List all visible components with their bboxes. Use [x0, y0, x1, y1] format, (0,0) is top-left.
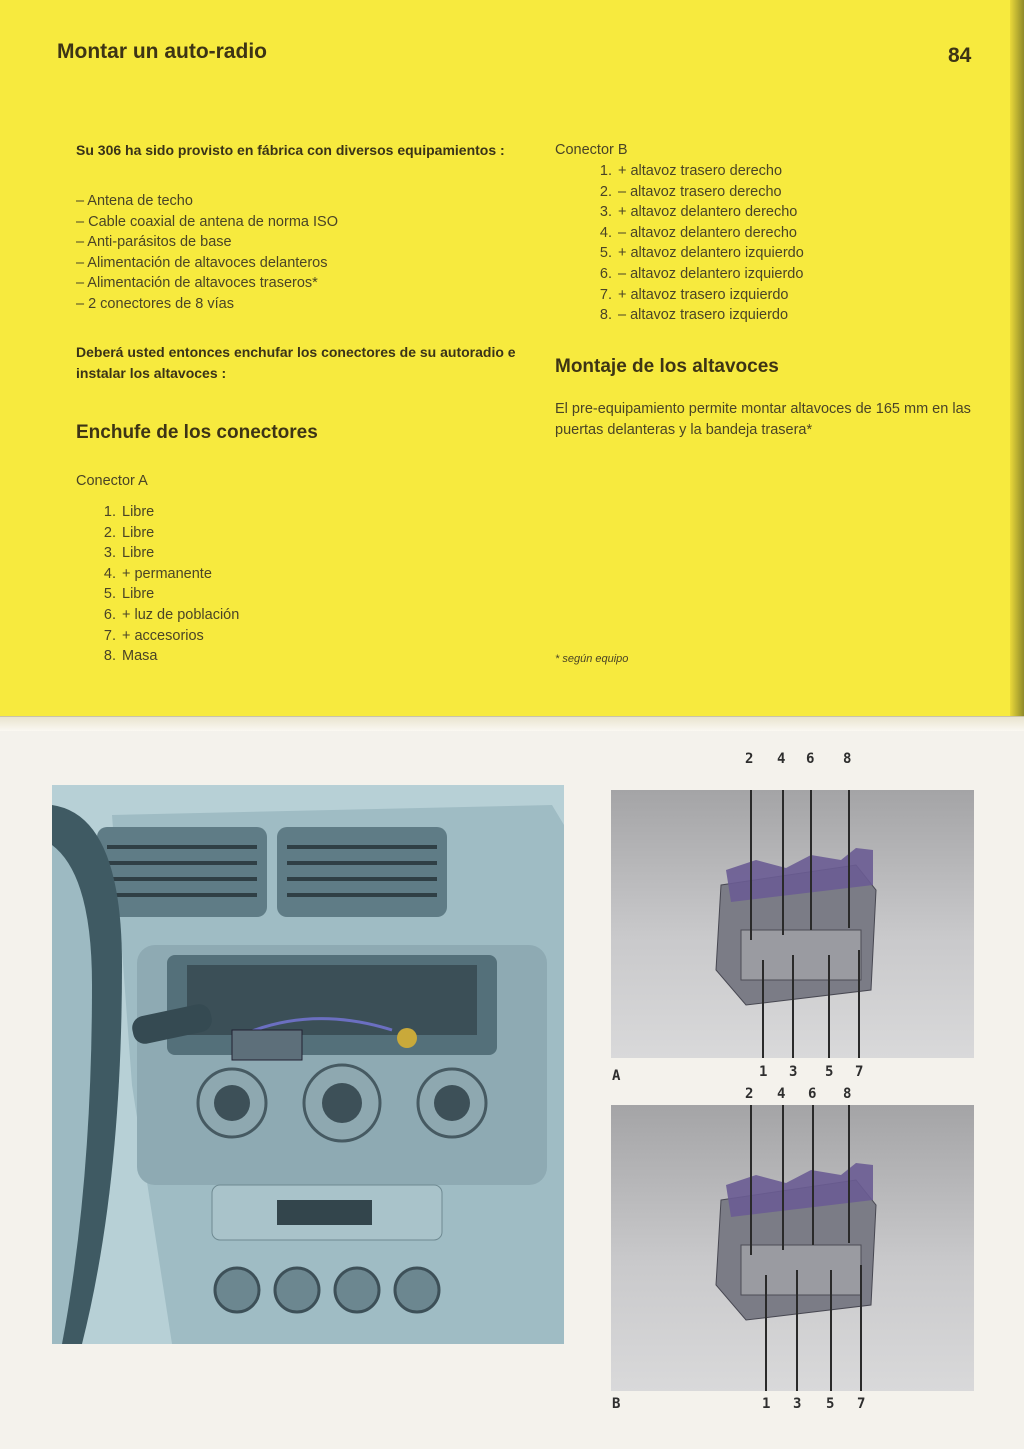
list-item: 5. Libre [103, 586, 155, 603]
page-edge [1010, 0, 1024, 716]
pin-label: 1 [762, 1396, 771, 1412]
list-item: – Antena de techo [76, 191, 516, 212]
connector-figure-a [611, 790, 974, 1058]
connector-b-label: Conector B [555, 142, 628, 158]
list-item: 6. + luz de población [103, 606, 240, 623]
pin-label: 5 [825, 1064, 834, 1080]
list-item: 8. – altavoz trasero izquierdo [599, 307, 789, 324]
connector-b-drawing [611, 1105, 974, 1391]
pin-label: 2 [745, 751, 754, 767]
list-item: 7. + altavoz trasero izquierdo [599, 286, 789, 303]
list-item: 2. Libre [103, 524, 155, 541]
pin-label: 7 [857, 1396, 866, 1412]
pin-label: 5 [826, 1396, 835, 1412]
list-item: 3. + altavoz delantero derecho [599, 204, 798, 221]
page-title: Montar un auto-radio [57, 40, 267, 63]
pin-label: 1 [759, 1064, 768, 1080]
intro-text: Su 306 ha sido provisto en fábrica con diversos equipamientos : [76, 142, 505, 158]
list-item: 1. + altavoz trasero derecho [599, 163, 783, 179]
footnote: * según equipo [555, 653, 629, 665]
pin-label: 3 [793, 1396, 802, 1412]
list-item: 6. – altavoz delantero izquierdo [599, 265, 804, 282]
pin-label: 6 [808, 1086, 817, 1102]
pin-label: 2 [745, 1086, 754, 1102]
list-item: 2. – altavoz trasero derecho [599, 183, 782, 200]
pin-label: 4 [777, 751, 786, 767]
section-title-speakers: Montaje de los altavoces [555, 356, 779, 377]
list-item: 8. Masa [103, 648, 158, 665]
list-item: – Cable coaxial de antena de norma ISO [76, 212, 516, 233]
equipment-list [76, 191, 516, 315]
pin-label: 8 [843, 1086, 852, 1102]
page-fold [0, 716, 1024, 731]
connector-b-list [590, 161, 970, 326]
page-number: 84 [948, 44, 972, 67]
connector-a-label: Conector A [76, 473, 148, 489]
list-item: – Anti-parásitos de base [76, 232, 516, 253]
list-item: 3. Libre [103, 545, 155, 562]
dashboard-illustration [52, 785, 564, 1344]
speakers-text: El pre-equipamiento permite montar altavoces de 165 mm en las puertas delanteras y la bandeja trasera* [555, 401, 971, 438]
pin-label: 8 [843, 751, 852, 767]
list-item: 7. + accesorios [103, 627, 204, 644]
list-item: – Alimentación de altavoces traseros* [76, 273, 516, 294]
list-item: – Alimentación de altavoces delanteros [76, 253, 516, 274]
connector-a-drawing [611, 790, 974, 1058]
pin-label: 4 [777, 1086, 786, 1102]
list-item: 4. – altavoz delantero derecho [599, 224, 797, 241]
connector-a-list [94, 502, 394, 667]
pin-label: 6 [806, 751, 815, 767]
pin-label: 3 [789, 1064, 798, 1080]
figure-letter-a: A [612, 1068, 621, 1084]
pin-label: 7 [855, 1064, 864, 1080]
figure-letter-b: B [612, 1396, 621, 1412]
instruction-text: Deberá usted entonces enchufar los conectores de su autoradio e instalar los altavoces : [76, 344, 516, 381]
section-title-connectors: Enchufe de los conectores [76, 422, 318, 443]
connector-figure-b [611, 1105, 974, 1391]
list-item: 5. + altavoz delantero izquierdo [599, 245, 804, 262]
list-item: 4. + permanente [103, 565, 212, 582]
list-item: – 2 conectores de 8 vías [76, 294, 516, 315]
list-item: 1. Libre [103, 504, 155, 520]
dashboard-drawing [52, 785, 564, 1344]
